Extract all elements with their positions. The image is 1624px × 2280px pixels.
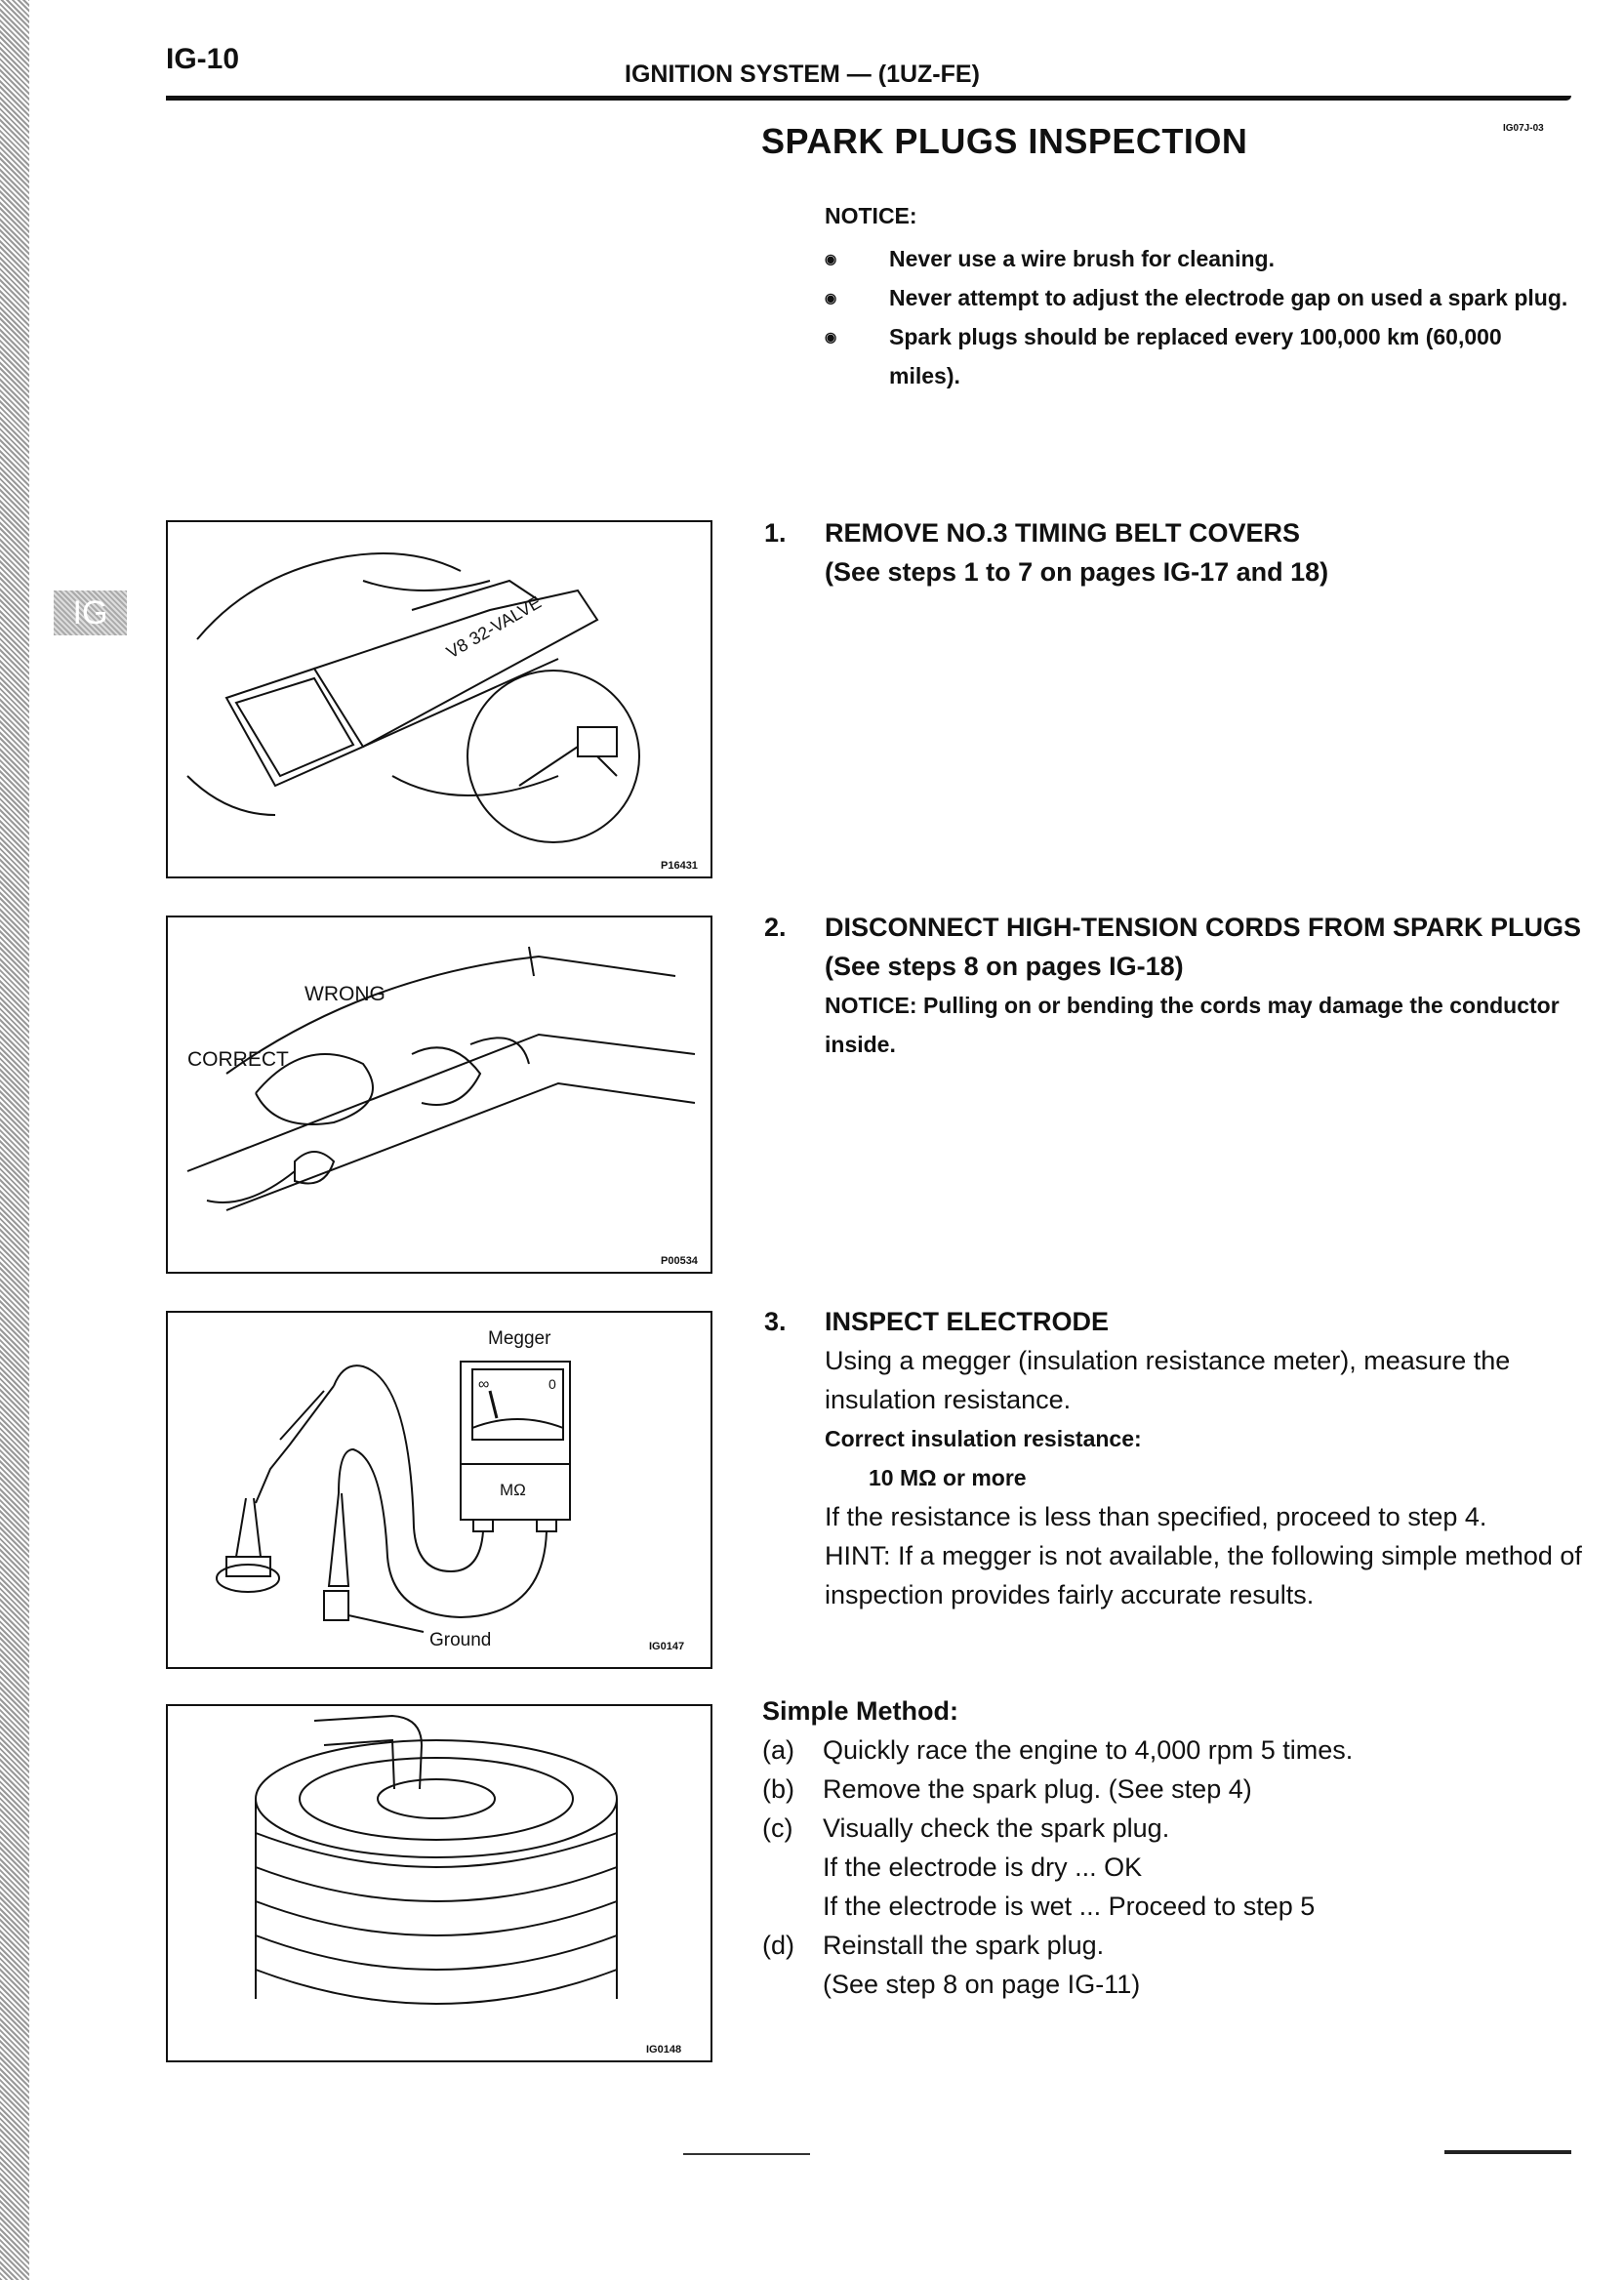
figure-timing-belt-covers — [166, 520, 712, 878]
method-label: (c) — [762, 1813, 793, 1843]
figure-id: P16431 — [661, 860, 698, 872]
method-label: (d) — [762, 1931, 794, 1960]
step-reference: (See steps 1 to 7 on pages IG-17 and 18) — [825, 557, 1329, 587]
header-rule — [166, 96, 1571, 101]
method-step-a — [762, 1730, 1582, 1770]
notice-item: ◉ Never use a wire brush for cleaning. — [825, 239, 1576, 278]
section-title: IGNITION SYSTEM — (1UZ-FE) — [625, 61, 980, 88]
step-1 — [764, 513, 1584, 591]
method-line: Visually check the spark plug. — [823, 1813, 1170, 1843]
step-number: 2. — [764, 913, 787, 942]
section-tab: IG — [54, 590, 127, 635]
scan-edge — [0, 0, 29, 2280]
figure-disconnect-cords — [166, 916, 712, 1274]
step-hint: HINT: If a megger is not available, the following simple method of inspection provides fairly accurate results. — [825, 1541, 1582, 1609]
simple-method-heading: Simple Method: — [762, 1696, 958, 1726]
method-step-d — [762, 1926, 1582, 2004]
footer-rule-right — [1444, 2150, 1571, 2154]
step-text: Using a megger (insulation resistance meter), measure the insulation resistance. — [825, 1346, 1511, 1414]
method-line: If the electrode is dry ... OK — [823, 1852, 1143, 1882]
method-line: Quickly race the engine to 4,000 rpm 5 times. — [823, 1735, 1354, 1765]
footer-rule — [683, 2153, 810, 2155]
figure-megger-test — [166, 1311, 712, 1669]
zero-mark: 0 — [548, 1376, 556, 1392]
figure-spark-plug-closeup — [166, 1704, 712, 2062]
page-number: IG-10 — [166, 43, 240, 75]
notice-item: ◉ Never attempt to adjust the electrode gap on used a spark plug. — [825, 278, 1576, 317]
method-step-b — [762, 1770, 1582, 1809]
step-followup: If the resistance is less than specified, proceed to step 4. — [825, 1502, 1487, 1531]
method-step-c — [762, 1809, 1582, 1926]
method-line: Reinstall the spark plug. — [823, 1931, 1105, 1960]
step-number: 3. — [764, 1307, 787, 1336]
figure-id: P00534 — [661, 1255, 698, 1267]
step-2 — [764, 908, 1584, 1064]
megger-label: Megger — [488, 1328, 551, 1349]
megohm-label: MΩ — [500, 1481, 526, 1499]
method-line: (See step 8 on page IG-11) — [823, 1970, 1141, 1999]
doc-code: IG07J-03 — [1503, 123, 1544, 134]
ground-label: Ground — [429, 1630, 492, 1650]
step-title: DISCONNECT HIGH-TENSION CORDS FROM SPARK PLUGS — [825, 913, 1582, 942]
engine-emblem-label: V8 32-VALVE — [443, 591, 545, 663]
step-title: INSPECT ELECTRODE — [825, 1307, 1110, 1336]
step-reference: (See steps 8 on pages IG-18) — [825, 952, 1184, 981]
wrong-label: WRONG — [304, 983, 386, 1005]
page-title: SPARK PLUGS INSPECTION — [761, 121, 1248, 161]
spec-value: 10 MΩ or more — [869, 1465, 1027, 1490]
step-title: REMOVE NO.3 TIMING BELT COVERS — [825, 518, 1301, 548]
method-label: (b) — [762, 1774, 794, 1804]
step-notice: Pulling on or bending the cords may damage the conductor inside. — [825, 993, 1560, 1057]
figure-id: IG0147 — [649, 1641, 685, 1652]
method-line: Remove the spark plug. (See step 4) — [823, 1774, 1252, 1804]
notice-heading: NOTICE: — [825, 203, 917, 228]
notice-list — [825, 239, 1576, 395]
method-line: If the electrode is wet ... Proceed to step 5 — [823, 1892, 1316, 1921]
method-label: (a) — [762, 1735, 794, 1765]
infinity-mark: ∞ — [478, 1376, 490, 1393]
correct-label: CORRECT — [187, 1048, 289, 1071]
step-number: 1. — [764, 518, 787, 548]
step-3 — [764, 1302, 1584, 1614]
spec-label: Correct insulation resistance: — [825, 1426, 1142, 1451]
figure-id: IG0148 — [646, 2044, 682, 2056]
simple-method — [762, 1691, 1582, 2004]
notice-item: ◉ Spark plugs should be replaced every 100,000 km (60,000 miles). — [825, 317, 1576, 395]
notice-label: NOTICE: — [825, 993, 917, 1018]
